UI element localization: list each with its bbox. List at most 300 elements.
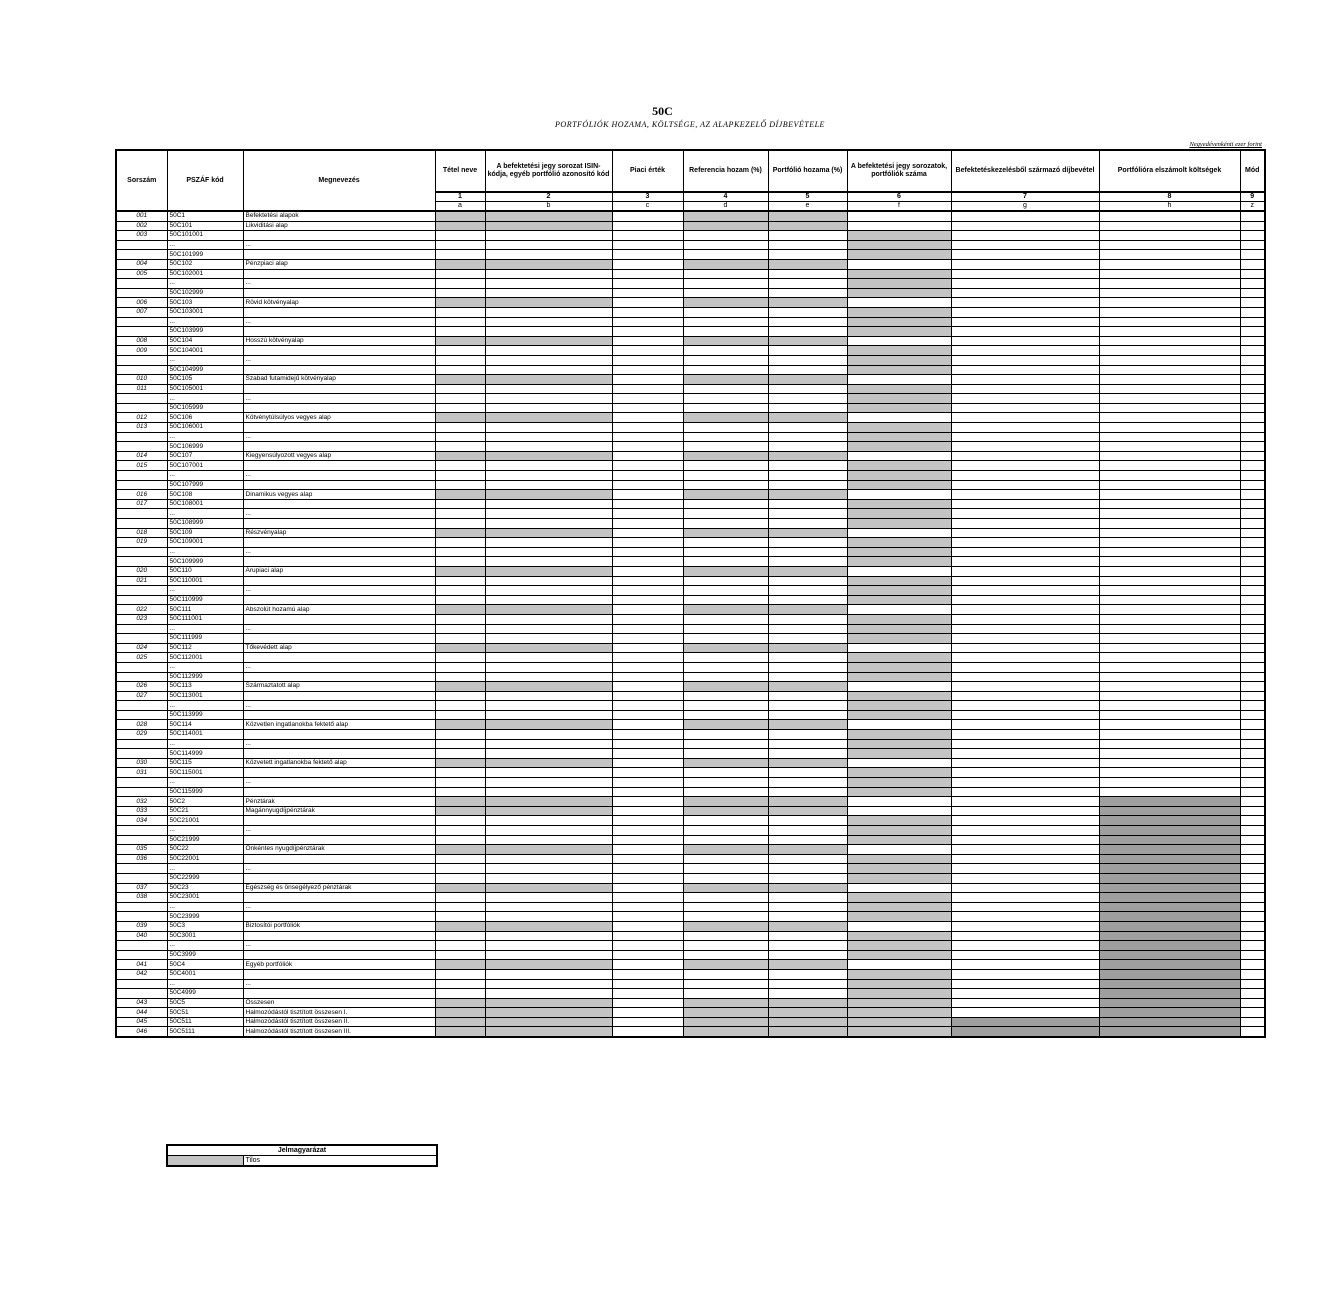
data-cell[interactable] — [1099, 259, 1240, 269]
data-cell[interactable] — [612, 471, 683, 481]
data-cell[interactable] — [435, 279, 485, 289]
data-cell[interactable] — [1099, 375, 1240, 385]
data-cell[interactable] — [951, 346, 1099, 356]
data-cell[interactable] — [435, 471, 485, 481]
data-cell[interactable] — [485, 288, 612, 298]
data-cell[interactable] — [847, 298, 951, 308]
data-cell[interactable] — [1099, 749, 1240, 759]
data-cell[interactable] — [435, 355, 485, 365]
data-cell[interactable] — [435, 835, 485, 845]
data-cell[interactable] — [612, 288, 683, 298]
data-cell[interactable] — [485, 442, 612, 452]
data-cell[interactable] — [951, 490, 1099, 500]
data-cell[interactable] — [683, 835, 768, 845]
data-cell[interactable] — [1240, 662, 1265, 672]
data-cell[interactable] — [768, 893, 847, 903]
data-cell[interactable] — [847, 960, 951, 970]
data-cell[interactable] — [1240, 989, 1265, 999]
data-cell[interactable] — [1240, 471, 1265, 481]
data-cell[interactable] — [951, 634, 1099, 644]
data-cell[interactable] — [612, 221, 683, 231]
data-cell[interactable] — [951, 432, 1099, 442]
data-cell[interactable] — [683, 557, 768, 567]
data-cell[interactable] — [683, 355, 768, 365]
data-cell[interactable] — [485, 461, 612, 471]
data-cell[interactable] — [951, 989, 1099, 999]
data-cell[interactable] — [768, 557, 847, 567]
data-cell[interactable] — [612, 528, 683, 538]
data-cell[interactable] — [951, 451, 1099, 461]
data-cell[interactable] — [951, 979, 1099, 989]
data-cell[interactable] — [612, 566, 683, 576]
data-cell[interactable] — [435, 979, 485, 989]
data-cell[interactable] — [485, 624, 612, 634]
data-cell[interactable] — [612, 797, 683, 807]
data-cell[interactable] — [1240, 979, 1265, 989]
data-cell[interactable] — [768, 730, 847, 740]
data-cell[interactable] — [683, 989, 768, 999]
data-cell[interactable] — [1240, 797, 1265, 807]
data-cell[interactable] — [612, 710, 683, 720]
data-cell[interactable] — [1240, 432, 1265, 442]
data-cell[interactable] — [951, 662, 1099, 672]
data-cell[interactable] — [1240, 921, 1265, 931]
data-cell[interactable] — [1240, 1027, 1265, 1037]
data-cell[interactable] — [951, 461, 1099, 471]
data-cell[interactable] — [847, 883, 951, 893]
data-cell[interactable] — [1240, 423, 1265, 433]
data-cell[interactable] — [612, 893, 683, 903]
data-cell[interactable] — [1099, 672, 1240, 682]
data-cell[interactable] — [1099, 279, 1240, 289]
data-cell[interactable] — [485, 480, 612, 490]
data-cell[interactable] — [435, 893, 485, 903]
data-cell[interactable] — [1240, 893, 1265, 903]
data-cell[interactable] — [612, 787, 683, 797]
data-cell[interactable] — [612, 384, 683, 394]
data-cell[interactable] — [612, 912, 683, 922]
data-cell[interactable] — [612, 614, 683, 624]
data-cell[interactable] — [951, 941, 1099, 951]
data-cell[interactable] — [1240, 634, 1265, 644]
data-cell[interactable] — [951, 509, 1099, 519]
data-cell[interactable] — [768, 873, 847, 883]
data-cell[interactable] — [612, 730, 683, 740]
data-cell[interactable] — [1099, 365, 1240, 375]
data-cell[interactable] — [1240, 624, 1265, 634]
data-cell[interactable] — [435, 576, 485, 586]
data-cell[interactable] — [683, 614, 768, 624]
data-cell[interactable] — [768, 346, 847, 356]
data-cell[interactable] — [951, 643, 1099, 653]
data-cell[interactable] — [951, 221, 1099, 231]
data-cell[interactable] — [951, 269, 1099, 279]
data-cell[interactable] — [1240, 826, 1265, 836]
data-cell[interactable] — [1240, 394, 1265, 404]
data-cell[interactable] — [1099, 566, 1240, 576]
data-cell[interactable] — [1099, 701, 1240, 711]
data-cell[interactable] — [1099, 355, 1240, 365]
data-cell[interactable] — [768, 384, 847, 394]
data-cell[interactable] — [768, 423, 847, 433]
data-cell[interactable] — [768, 768, 847, 778]
data-cell[interactable] — [435, 538, 485, 548]
data-cell[interactable] — [612, 672, 683, 682]
data-cell[interactable] — [768, 912, 847, 922]
data-cell[interactable] — [485, 969, 612, 979]
data-cell[interactable] — [1240, 403, 1265, 413]
data-cell[interactable] — [435, 787, 485, 797]
data-cell[interactable] — [683, 288, 768, 298]
data-cell[interactable] — [847, 806, 951, 816]
data-cell[interactable] — [1240, 375, 1265, 385]
data-cell[interactable] — [683, 519, 768, 529]
data-cell[interactable] — [683, 979, 768, 989]
data-cell[interactable] — [768, 269, 847, 279]
data-cell[interactable] — [951, 576, 1099, 586]
data-cell[interactable] — [1099, 384, 1240, 394]
data-cell[interactable] — [951, 864, 1099, 874]
data-cell[interactable] — [768, 826, 847, 836]
data-cell[interactable] — [683, 471, 768, 481]
data-cell[interactable] — [1240, 499, 1265, 509]
data-cell[interactable] — [435, 950, 485, 960]
data-cell[interactable] — [485, 941, 612, 951]
data-cell[interactable] — [1240, 221, 1265, 231]
data-cell[interactable] — [683, 595, 768, 605]
data-cell[interactable] — [485, 327, 612, 337]
data-cell[interactable] — [951, 413, 1099, 423]
data-cell[interactable] — [683, 653, 768, 663]
data-cell[interactable] — [951, 950, 1099, 960]
data-cell[interactable] — [1099, 442, 1240, 452]
data-cell[interactable] — [951, 739, 1099, 749]
data-cell[interactable] — [1240, 519, 1265, 529]
data-cell[interactable] — [1099, 538, 1240, 548]
data-cell[interactable] — [1240, 854, 1265, 864]
data-cell[interactable] — [1240, 912, 1265, 922]
data-cell[interactable] — [951, 672, 1099, 682]
data-cell[interactable] — [1099, 307, 1240, 317]
data-cell[interactable] — [683, 893, 768, 903]
data-cell[interactable] — [951, 806, 1099, 816]
data-cell[interactable] — [1099, 787, 1240, 797]
data-cell[interactable] — [1240, 566, 1265, 576]
data-cell[interactable] — [1099, 605, 1240, 615]
data-cell[interactable] — [847, 221, 951, 231]
data-cell[interactable] — [1240, 1017, 1265, 1027]
data-cell[interactable] — [612, 778, 683, 788]
data-cell[interactable] — [435, 432, 485, 442]
data-cell[interactable] — [485, 519, 612, 529]
data-cell[interactable] — [951, 701, 1099, 711]
data-cell[interactable] — [951, 423, 1099, 433]
data-cell[interactable] — [1099, 471, 1240, 481]
data-cell[interactable] — [435, 365, 485, 375]
data-cell[interactable] — [951, 336, 1099, 346]
data-cell[interactable] — [485, 662, 612, 672]
data-cell[interactable] — [612, 547, 683, 557]
data-cell[interactable] — [1240, 480, 1265, 490]
data-cell[interactable] — [1099, 691, 1240, 701]
data-cell[interactable] — [768, 576, 847, 586]
data-cell[interactable] — [485, 355, 612, 365]
data-cell[interactable] — [951, 749, 1099, 759]
data-cell[interactable] — [485, 989, 612, 999]
data-cell[interactable] — [485, 701, 612, 711]
data-cell[interactable] — [1099, 480, 1240, 490]
data-cell[interactable] — [485, 384, 612, 394]
data-cell[interactable] — [951, 375, 1099, 385]
data-cell[interactable] — [683, 701, 768, 711]
data-cell[interactable] — [1240, 835, 1265, 845]
data-cell[interactable] — [435, 403, 485, 413]
data-cell[interactable] — [951, 710, 1099, 720]
data-cell[interactable] — [951, 730, 1099, 740]
data-cell[interactable] — [768, 519, 847, 529]
data-cell[interactable] — [1240, 307, 1265, 317]
data-cell[interactable] — [951, 499, 1099, 509]
data-cell[interactable] — [847, 566, 951, 576]
data-cell[interactable] — [485, 317, 612, 327]
data-cell[interactable] — [1099, 614, 1240, 624]
data-cell[interactable] — [951, 873, 1099, 883]
data-cell[interactable] — [612, 902, 683, 912]
data-cell[interactable] — [612, 557, 683, 567]
data-cell[interactable] — [768, 701, 847, 711]
data-cell[interactable] — [612, 461, 683, 471]
data-cell[interactable] — [612, 480, 683, 490]
data-cell[interactable] — [768, 691, 847, 701]
data-cell[interactable] — [951, 883, 1099, 893]
data-cell[interactable] — [951, 288, 1099, 298]
data-cell[interactable] — [768, 595, 847, 605]
data-cell[interactable] — [1240, 768, 1265, 778]
data-cell[interactable] — [683, 864, 768, 874]
data-cell[interactable] — [951, 998, 1099, 1008]
data-cell[interactable] — [435, 662, 485, 672]
data-cell[interactable] — [1240, 758, 1265, 768]
data-cell[interactable] — [1240, 941, 1265, 951]
data-cell[interactable] — [435, 499, 485, 509]
data-cell[interactable] — [612, 720, 683, 730]
data-cell[interactable] — [1240, 298, 1265, 308]
data-cell[interactable] — [768, 365, 847, 375]
data-cell[interactable] — [1240, 538, 1265, 548]
data-cell[interactable] — [485, 893, 612, 903]
data-cell[interactable] — [951, 969, 1099, 979]
data-cell[interactable] — [435, 250, 485, 260]
data-cell[interactable] — [683, 269, 768, 279]
data-cell[interactable] — [1240, 269, 1265, 279]
data-cell[interactable] — [951, 797, 1099, 807]
data-cell[interactable] — [951, 1008, 1099, 1018]
data-cell[interactable] — [435, 509, 485, 519]
data-cell[interactable] — [951, 528, 1099, 538]
data-cell[interactable] — [435, 288, 485, 298]
data-cell[interactable] — [683, 499, 768, 509]
data-cell[interactable] — [485, 586, 612, 596]
data-cell[interactable] — [435, 826, 485, 836]
data-cell[interactable] — [435, 902, 485, 912]
data-cell[interactable] — [435, 461, 485, 471]
data-cell[interactable] — [768, 816, 847, 826]
data-cell[interactable] — [951, 557, 1099, 567]
data-cell[interactable] — [612, 979, 683, 989]
data-cell[interactable] — [612, 758, 683, 768]
data-cell[interactable] — [435, 624, 485, 634]
data-cell[interactable] — [485, 634, 612, 644]
data-cell[interactable] — [612, 298, 683, 308]
data-cell[interactable] — [435, 778, 485, 788]
data-cell[interactable] — [1240, 778, 1265, 788]
data-cell[interactable] — [951, 893, 1099, 903]
data-cell[interactable] — [683, 816, 768, 826]
data-cell[interactable] — [485, 471, 612, 481]
data-cell[interactable] — [1240, 969, 1265, 979]
data-cell[interactable] — [612, 231, 683, 241]
data-cell[interactable] — [612, 1008, 683, 1018]
data-cell[interactable] — [435, 864, 485, 874]
data-cell[interactable] — [485, 403, 612, 413]
data-cell[interactable] — [847, 375, 951, 385]
data-cell[interactable] — [485, 269, 612, 279]
data-cell[interactable] — [1099, 211, 1240, 221]
data-cell[interactable] — [435, 519, 485, 529]
data-cell[interactable] — [485, 509, 612, 519]
data-cell[interactable] — [612, 451, 683, 461]
data-cell[interactable] — [612, 682, 683, 692]
data-cell[interactable] — [1240, 490, 1265, 500]
data-cell[interactable] — [951, 854, 1099, 864]
data-cell[interactable] — [847, 528, 951, 538]
data-cell[interactable] — [1240, 211, 1265, 221]
data-cell[interactable] — [612, 586, 683, 596]
data-cell[interactable] — [768, 586, 847, 596]
data-cell[interactable] — [612, 365, 683, 375]
data-cell[interactable] — [768, 902, 847, 912]
data-cell[interactable] — [1099, 682, 1240, 692]
data-cell[interactable] — [847, 643, 951, 653]
data-cell[interactable] — [485, 835, 612, 845]
data-cell[interactable] — [612, 423, 683, 433]
data-cell[interactable] — [612, 413, 683, 423]
data-cell[interactable] — [612, 1017, 683, 1027]
data-cell[interactable] — [485, 279, 612, 289]
data-cell[interactable] — [612, 701, 683, 711]
data-cell[interactable] — [768, 778, 847, 788]
data-cell[interactable] — [1099, 432, 1240, 442]
data-cell[interactable] — [1099, 490, 1240, 500]
data-cell[interactable] — [612, 739, 683, 749]
data-cell[interactable] — [435, 701, 485, 711]
data-cell[interactable] — [1240, 461, 1265, 471]
data-cell[interactable] — [485, 307, 612, 317]
data-cell[interactable] — [1240, 346, 1265, 356]
data-cell[interactable] — [1099, 336, 1240, 346]
data-cell[interactable] — [1240, 710, 1265, 720]
data-cell[interactable] — [612, 941, 683, 951]
data-cell[interactable] — [1240, 931, 1265, 941]
data-cell[interactable] — [485, 614, 612, 624]
data-cell[interactable] — [1240, 950, 1265, 960]
data-cell[interactable] — [1099, 586, 1240, 596]
data-cell[interactable] — [1240, 643, 1265, 653]
data-cell[interactable] — [951, 912, 1099, 922]
data-cell[interactable] — [683, 538, 768, 548]
data-cell[interactable] — [768, 739, 847, 749]
data-cell[interactable] — [951, 279, 1099, 289]
data-cell[interactable] — [612, 768, 683, 778]
data-cell[interactable] — [612, 269, 683, 279]
data-cell[interactable] — [847, 758, 951, 768]
data-cell[interactable] — [951, 845, 1099, 855]
data-cell[interactable] — [1240, 576, 1265, 586]
data-cell[interactable] — [951, 471, 1099, 481]
data-cell[interactable] — [612, 653, 683, 663]
data-cell[interactable] — [612, 634, 683, 644]
data-cell[interactable] — [951, 624, 1099, 634]
data-cell[interactable] — [435, 317, 485, 327]
data-cell[interactable] — [612, 346, 683, 356]
data-cell[interactable] — [683, 365, 768, 375]
data-cell[interactable] — [1240, 365, 1265, 375]
data-cell[interactable] — [612, 509, 683, 519]
data-cell[interactable] — [1240, 806, 1265, 816]
data-cell[interactable] — [683, 730, 768, 740]
data-cell[interactable] — [1240, 816, 1265, 826]
data-cell[interactable] — [951, 519, 1099, 529]
data-cell[interactable] — [768, 634, 847, 644]
data-cell[interactable] — [485, 768, 612, 778]
data-cell[interactable] — [485, 423, 612, 433]
data-cell[interactable] — [485, 557, 612, 567]
data-cell[interactable] — [683, 327, 768, 337]
data-cell[interactable] — [1099, 739, 1240, 749]
data-cell[interactable] — [951, 758, 1099, 768]
data-cell[interactable] — [683, 768, 768, 778]
data-cell[interactable] — [485, 864, 612, 874]
data-cell[interactable] — [435, 307, 485, 317]
data-cell[interactable] — [951, 931, 1099, 941]
data-cell[interactable] — [847, 605, 951, 615]
data-cell[interactable] — [1099, 710, 1240, 720]
data-cell[interactable] — [1099, 499, 1240, 509]
data-cell[interactable] — [951, 691, 1099, 701]
data-cell[interactable] — [435, 327, 485, 337]
data-cell[interactable] — [612, 921, 683, 931]
data-cell[interactable] — [612, 931, 683, 941]
data-cell[interactable] — [485, 778, 612, 788]
data-cell[interactable] — [612, 499, 683, 509]
data-cell[interactable] — [485, 749, 612, 759]
data-cell[interactable] — [435, 912, 485, 922]
data-cell[interactable] — [683, 432, 768, 442]
data-cell[interactable] — [435, 269, 485, 279]
data-cell[interactable] — [683, 307, 768, 317]
data-cell[interactable] — [612, 691, 683, 701]
data-cell[interactable] — [1240, 787, 1265, 797]
data-cell[interactable] — [683, 662, 768, 672]
data-cell[interactable] — [951, 960, 1099, 970]
data-cell[interactable] — [1240, 845, 1265, 855]
data-cell[interactable] — [768, 662, 847, 672]
data-cell[interactable] — [485, 710, 612, 720]
data-cell[interactable] — [768, 432, 847, 442]
data-cell[interactable] — [485, 595, 612, 605]
data-cell[interactable] — [485, 231, 612, 241]
data-cell[interactable] — [1240, 327, 1265, 337]
